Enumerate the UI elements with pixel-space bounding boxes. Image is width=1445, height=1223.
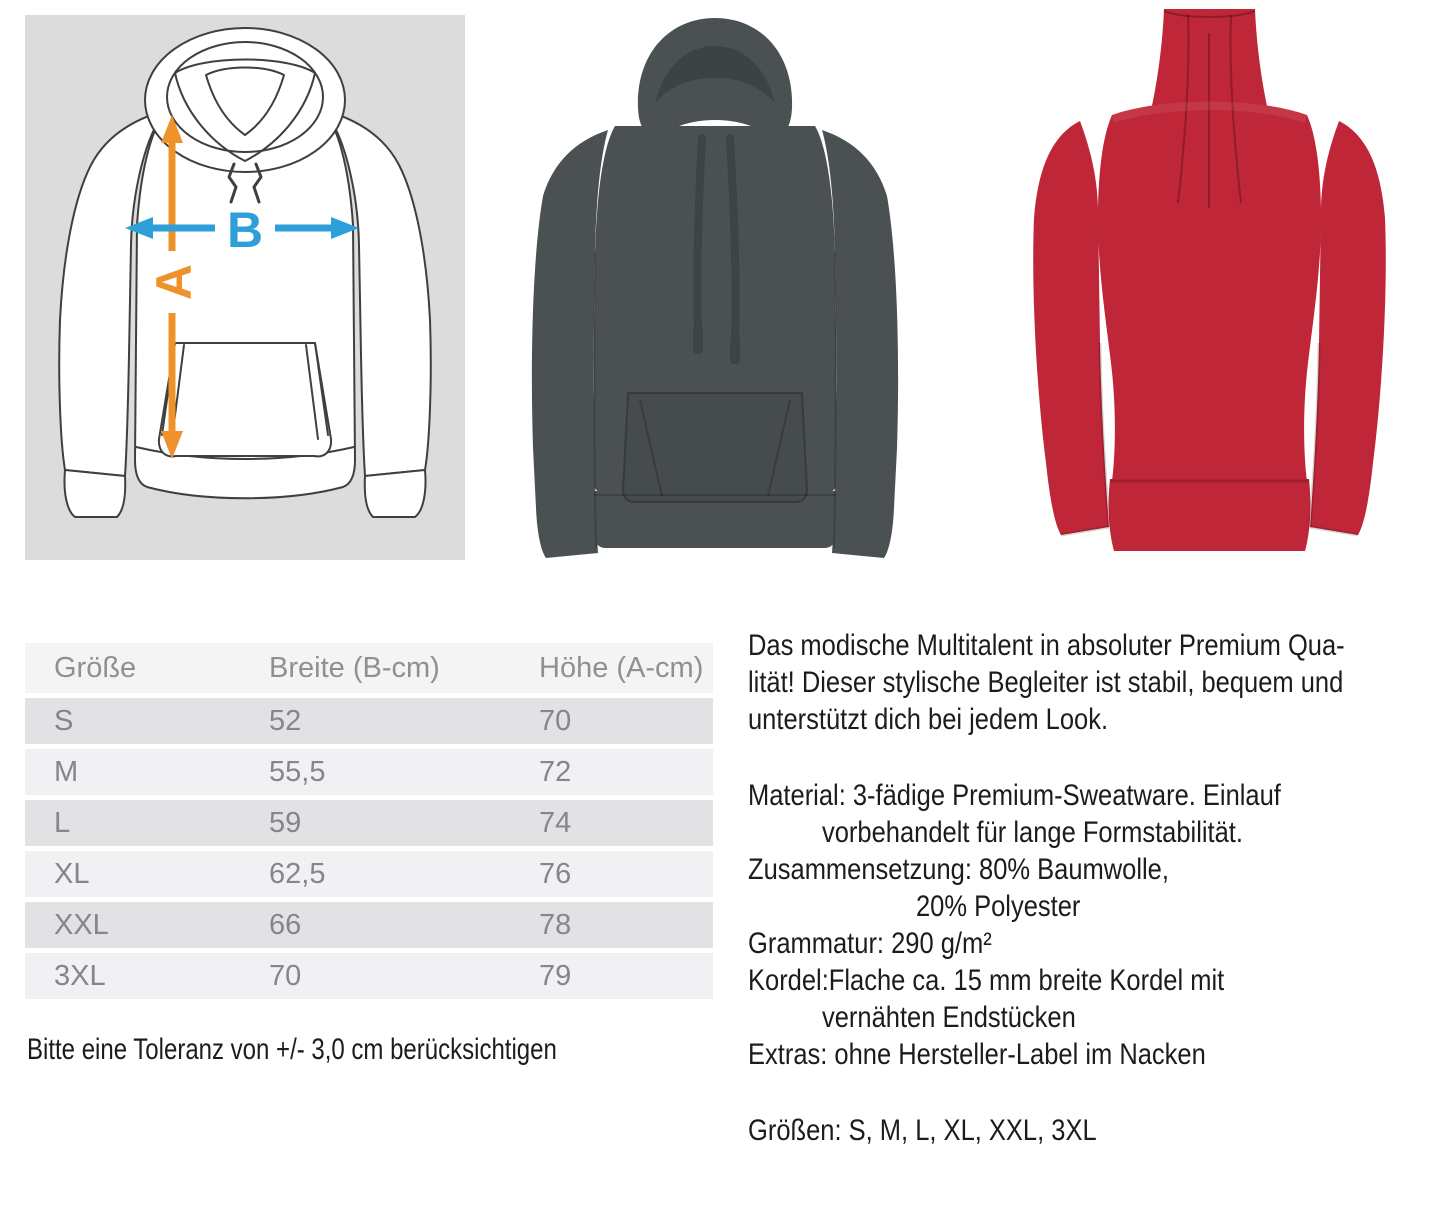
table-cell: 79 (510, 953, 713, 999)
description-line: Größen: S, M, L, XL, XXL, 3XL (748, 1114, 1097, 1147)
description-line: vorbehandelt für lange Formstabilität. (822, 816, 1243, 849)
description-paragraph (748, 777, 1445, 1073)
table-cell: 70 (510, 698, 713, 744)
column-header: Größe (25, 643, 240, 693)
table-cell: 62,5 (240, 851, 510, 897)
back-right-sleeve (1310, 121, 1386, 535)
table-cell: 78 (510, 902, 713, 948)
table-cell: 66 (240, 902, 510, 948)
label-a: A (146, 263, 202, 301)
description-line: Das modische Multitalent in absoluter Premium Qua- (748, 629, 1345, 662)
size-table-header-row (25, 643, 713, 693)
table-row (25, 749, 713, 795)
size-table-section (25, 638, 713, 1004)
measurement-diagram-panel (25, 15, 465, 560)
table-row (25, 851, 713, 897)
table-cell: 52 (240, 698, 510, 744)
description-paragraph (748, 1112, 1445, 1149)
label-b: B (226, 202, 264, 258)
table-cell: 3XL (25, 953, 240, 999)
front-drawstring-left (697, 138, 702, 330)
product-photo-front (490, 8, 940, 563)
description-line: Kordel:Flache ca. 15 mm breite Kordel mit (748, 964, 1225, 997)
product-photo-back (992, 3, 1427, 563)
table-row (25, 800, 713, 846)
table-cell: XXL (25, 902, 240, 948)
tolerance-note: Bitte eine Toleranz von +/- 3,0 cm berücksichtigen (27, 1033, 557, 1066)
description-paragraph (748, 627, 1445, 738)
table-cell: 59 (240, 800, 510, 846)
table-cell: 74 (510, 800, 713, 846)
column-header: Breite (B-cm) (240, 643, 510, 693)
hoodie-measurement-diagram (25, 15, 465, 560)
description-line: vernähten Endstücken (822, 1001, 1076, 1034)
table-cell: 76 (510, 851, 713, 897)
size-table (25, 638, 713, 1004)
description (748, 627, 1445, 1149)
table-row (25, 902, 713, 948)
diagram-left-cuff (64, 470, 125, 517)
back-hem-band (1109, 479, 1311, 551)
front-drawstring-aglet-right (730, 336, 740, 364)
description-line: unterstützt dich bei jedem Look. (748, 703, 1109, 736)
table-cell: M (25, 749, 240, 795)
description-line: Material: 3-fädige Premium-Sweatware. Einlauf (748, 779, 1281, 812)
diagram-pocket (159, 343, 331, 456)
front-drawstring-aglet-left (693, 326, 703, 354)
table-cell: 55,5 (240, 749, 510, 795)
description-line: 20% Polyester (916, 890, 1081, 923)
description-line: Extras: ohne Hersteller-Label im Nacken (748, 1038, 1206, 1071)
table-cell: 70 (240, 953, 510, 999)
table-cell: L (25, 800, 240, 846)
description-line: Grammatur: 290 g/m² (748, 927, 992, 960)
description-line: lität! Dieser stylische Begleiter ist stabil, bequem und (748, 666, 1344, 699)
column-header: Höhe (A-cm) (510, 643, 713, 693)
table-row (25, 698, 713, 744)
table-cell: 72 (510, 749, 713, 795)
back-left-sleeve (1033, 121, 1109, 535)
size-table-body (25, 698, 713, 999)
description-line: Zusammensetzung: 80% Baumwolle, (748, 853, 1169, 886)
table-cell: S (25, 698, 240, 744)
diagram-right-cuff (365, 470, 426, 517)
table-row (25, 953, 713, 999)
table-cell: XL (25, 851, 240, 897)
